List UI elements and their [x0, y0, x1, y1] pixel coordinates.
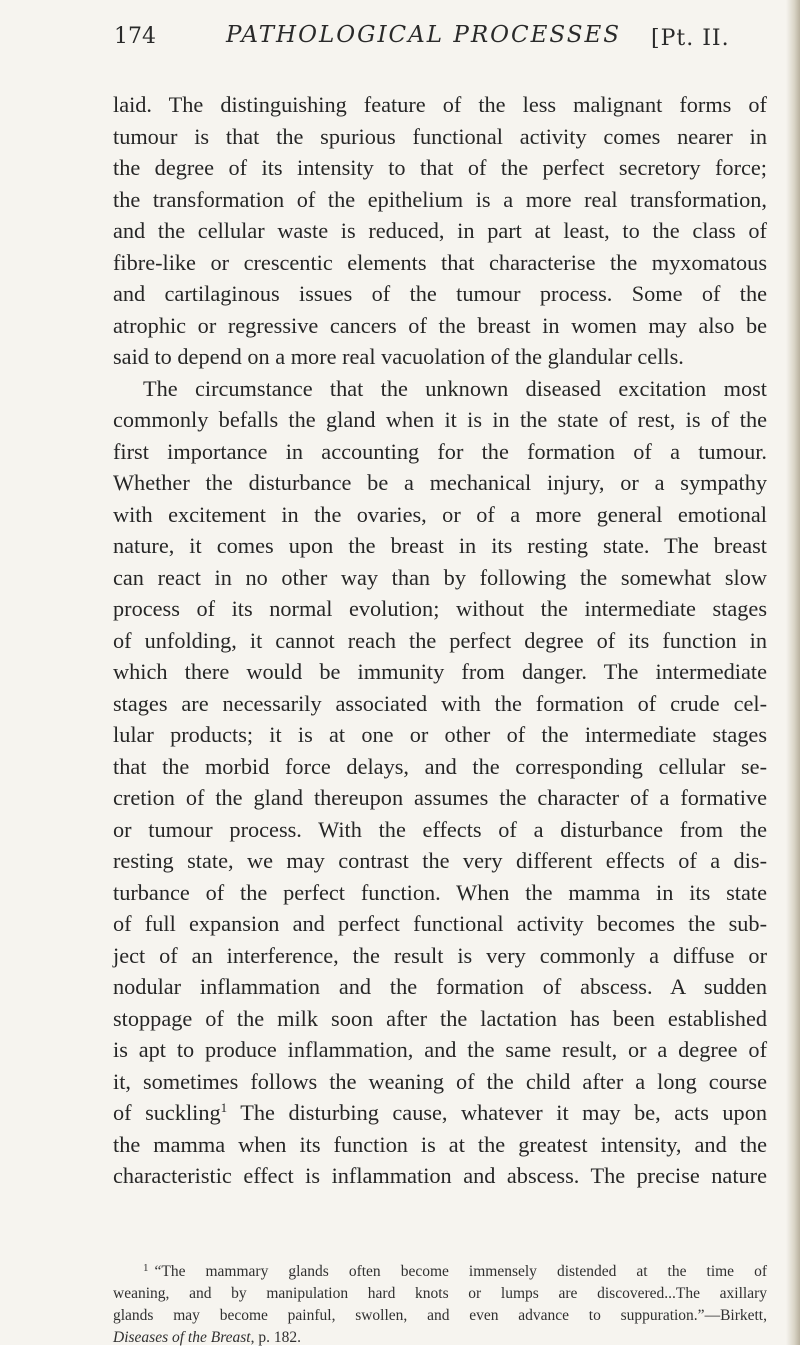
text-line: it, sometimes follows the weaning of the child after a long course: [113, 1068, 767, 1094]
text-line: Whether the disturbance be a mechanical injury, or a sympathy: [113, 470, 767, 495]
page-number: 174: [114, 24, 156, 49]
text-line: cretion of the gland thereupon assumes the character of a formative: [113, 785, 767, 810]
text-segment: of suckling: [113, 1100, 221, 1125]
text-line: with excitement in the ovaries, or of a more general emotional: [113, 501, 767, 527]
text-line: is apt to produce inflammation, and the same result, or a degree of: [113, 1037, 767, 1062]
running-title: PATHOLOGICAL PROCESSES: [226, 22, 622, 48]
text-line: ject of an interference, the result is very commonly a diffuse or: [113, 942, 767, 968]
footnote-line: [113, 1328, 767, 1348]
text-segment: The disturbing cause, whatever it may be, acts upon: [227, 1100, 767, 1125]
text-line: nodular inflammation and the formation of abscess. A sudden: [113, 974, 767, 999]
text-line: can react in no other way than by following the somewhat slow: [113, 564, 767, 590]
text-line: nature, it comes upon the breast in its resting state. The breast: [113, 533, 767, 558]
text-line: of full expansion and perfect functional activity becomes the sub-: [113, 911, 767, 936]
footnote-line: weaning, and by manipulation hard knots or lumps are discovered...The axillary: [113, 1285, 767, 1302]
text-line: commonly befalls the gland when it is in the state of rest, is of the: [113, 407, 767, 432]
text-line: said to depend on a more real vacuolation of the glandular cells.: [113, 344, 684, 369]
footnote-source-page: , p. 182.: [250, 1329, 301, 1346]
text-line: tumour is that the spurious functional activity comes nearer in: [113, 123, 767, 149]
footnote-text: “The mammary glands often become immensely distended at the time of: [154, 1263, 767, 1280]
text-line: stages are necessarily associated with the formation of crude cel-: [113, 690, 767, 716]
page-edge-shadow: [786, 0, 800, 1345]
text-line: and cartilaginous issues of the tumour process. Some of the: [113, 281, 767, 306]
text-line: the mamma when its function is at the greatest intensity, and the: [113, 1131, 767, 1157]
text-line: which there would be immunity from danger. The intermediate: [113, 659, 767, 684]
text-line: and the cellular waste is reduced, in part at least, to the class of: [113, 218, 767, 243]
footnote-line: glands may become painful, swollen, and even advance to suppuration.”—Birkett,: [113, 1307, 767, 1324]
text-line: process of its normal evolution; without the intermediate stages: [113, 596, 767, 621]
part-label: [Pt. II.: [651, 26, 730, 51]
footnote-line: [143, 1262, 767, 1282]
text-line: the degree of its intensity to that of the perfect secretory force;: [113, 155, 767, 180]
text-line: or tumour process. With the effects of a disturbance from the: [113, 816, 767, 842]
text-line: that the morbid force delays, and the corresponding cellular se-: [113, 753, 767, 779]
text-line: The circumstance that the unknown diseased excitation most: [143, 375, 767, 401]
text-line: characteristic effect is inflammation and abscess. The precise nature: [113, 1163, 767, 1188]
text-line: laid. The distinguishing feature of the less malignant forms of: [113, 92, 767, 117]
text-line: atrophic or regressive cancers of the breast in women may also be: [113, 312, 767, 338]
footnote-source-title: Diseases of the Breast: [113, 1329, 251, 1346]
text-line: lular products; it is at one or other of the intermediate stages: [113, 722, 767, 747]
text-line: turbance of the perfect function. When the mamma in its state: [113, 879, 767, 905]
text-line-with-note: [113, 1100, 767, 1126]
text-line: of unfolding, it cannot reach the perfect degree of its function in: [113, 627, 767, 653]
text-line: the transformation of the epithelium is a more real transformation,: [113, 186, 767, 212]
text-line: first importance in accounting for the formation of a tumour.: [113, 438, 767, 464]
footnote-mark: 1: [143, 1262, 149, 1274]
page-header: [0, 10, 800, 50]
text-line: fibre-like or crescentic elements that characterise the myxomatous: [113, 249, 767, 275]
text-line: stoppage of the milk soon after the lactation has been established: [113, 1005, 767, 1031]
footnote-reference[interactable]: 1: [220, 1100, 228, 1115]
text-line: resting state, we may contrast the very different effects of a dis-: [113, 848, 767, 873]
